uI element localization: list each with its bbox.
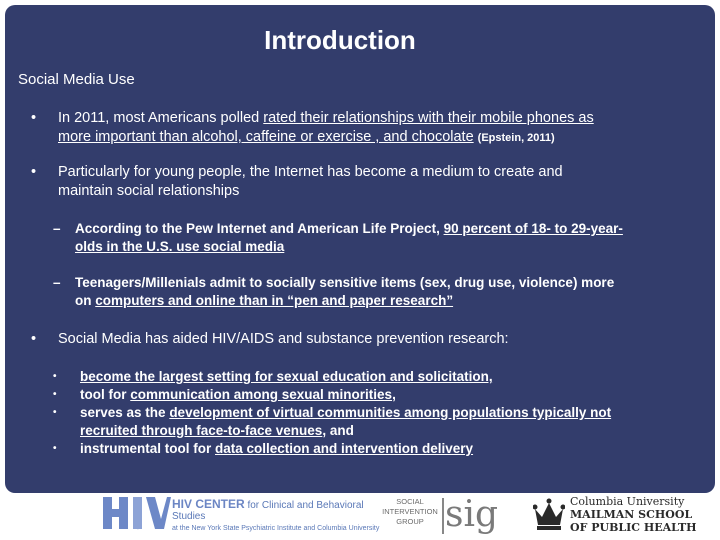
bullet-2-line-2: maintain social relationships xyxy=(58,183,240,199)
bullet-mark: • xyxy=(53,407,57,418)
hiv-center-logo xyxy=(103,495,171,531)
sub-bullet-1-pre: According to the Pew Internet and American Life Project, xyxy=(75,221,444,236)
bullet-mark: • xyxy=(31,164,37,180)
sub-bullet-2-line-1: Teenagers/Millenials admit to socially sensitive items (sex, drug use, violence) more xyxy=(75,275,615,290)
columbia-line-2: MAILMAN SCHOOL xyxy=(570,508,693,521)
bullet-mark: • xyxy=(31,331,37,347)
list-item-2-underlined: communication among sexual minorities xyxy=(130,387,393,402)
columbia-logo-text xyxy=(570,495,697,534)
hiv-center-name: HIV CENTER xyxy=(172,497,245,511)
bullet-mark: • xyxy=(53,389,57,400)
sub-bullet-2-pre: on xyxy=(75,293,96,308)
research-list xyxy=(53,368,703,458)
list-item-4-pre: instrumental tool for xyxy=(80,441,215,456)
columbia-line-1: Columbia University xyxy=(570,495,685,508)
sig-group-line-3: GROUP xyxy=(396,517,424,526)
hiv-center-sub: at the New York State Psychiatric Institute and Columbia University xyxy=(172,525,380,532)
list-item-3-post: , and xyxy=(322,423,354,438)
section-subtitle: Social Media Use xyxy=(18,71,135,88)
logo-footer xyxy=(0,493,720,540)
hiv-logo-letters: HIV xyxy=(137,530,139,531)
hiv-center-text xyxy=(172,499,392,534)
sig-group-line-2: INTERVENTION xyxy=(382,507,438,516)
list-item-continuation xyxy=(53,422,703,440)
hiv-center-rest: for Clinical and Behavioral Studies xyxy=(172,500,364,522)
list-item-3-underlined-2: recruited through face-to-face venues xyxy=(80,423,323,438)
sub-bullet-1-underlined: 90 percent of 18- to 29-year- xyxy=(443,221,623,236)
bullet-mark: • xyxy=(31,110,37,126)
slide-title: Introduction xyxy=(264,25,416,55)
list-item xyxy=(53,368,703,386)
columbia-crown-icon xyxy=(533,497,565,531)
citation: (Epstein, 2011) xyxy=(477,132,555,144)
list-item-1-text: become the largest setting for sexual education and solicitation, xyxy=(80,369,493,384)
bullet-2-line-1: Particularly for young people, the Internet has become a medium to create and xyxy=(58,164,563,180)
list-item xyxy=(53,440,703,458)
list-item-2-post: , xyxy=(392,387,396,402)
sig-group-text xyxy=(380,497,440,527)
sig-logo: sig xyxy=(445,494,499,535)
bullet-1-pre: In 2011, most Americans polled xyxy=(58,110,264,126)
list-item-3-underlined: development of virtual communities among populations typically not xyxy=(169,405,612,420)
bullet-mark: • xyxy=(53,371,57,382)
sub-bullet-2-underlined: computers and online than in “pen and paper research” xyxy=(95,293,454,308)
sub-bullet-1-underlined-2: olds in the U.S. use social media xyxy=(75,239,285,254)
slide-panel xyxy=(5,5,715,493)
list-item-3-pre: serves as the xyxy=(80,405,170,420)
bullet-1-underlined-2: more important than alcohol, caffeine or exercise , and chocolate xyxy=(58,129,474,145)
list-item-2-pre: tool for xyxy=(80,387,131,402)
dash-mark: – xyxy=(53,275,61,290)
dash-mark: – xyxy=(53,221,61,236)
list-item xyxy=(53,404,703,422)
bullet-mark: • xyxy=(53,443,57,454)
sig-group-line-1: SOCIAL xyxy=(396,497,424,506)
list-item xyxy=(53,386,703,404)
columbia-line-3: OF PUBLIC HEALTH xyxy=(570,521,697,534)
bullet-1-underlined: rated their relationships with their mobile phones as xyxy=(263,110,594,126)
sig-divider xyxy=(442,498,444,534)
list-item-4-underlined: data collection and intervention delivery xyxy=(215,441,474,456)
bullet-3-text: Social Media has aided HIV/AIDS and substance prevention research: xyxy=(58,331,509,347)
